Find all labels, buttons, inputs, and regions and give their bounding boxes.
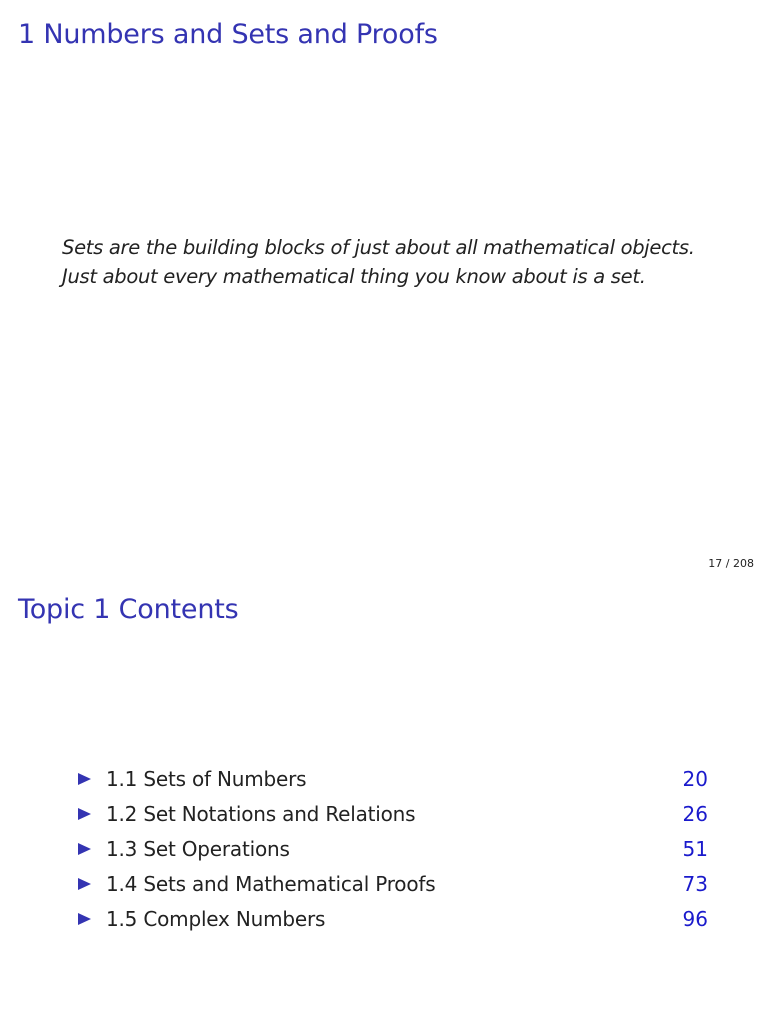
triangle-right-icon <box>78 808 91 820</box>
toc-page-link[interactable]: 73 <box>682 871 708 896</box>
triangle-right-icon <box>78 878 91 890</box>
page-number: 17 / 208 <box>708 557 754 570</box>
toc-item-label[interactable]: 1.3 Set Operations <box>106 836 290 861</box>
quote-text <box>62 233 695 291</box>
triangle-right-icon <box>78 773 91 785</box>
toc-item[interactable] <box>78 866 708 901</box>
quote-line: Just about every mathematical thing you know about is a set. <box>62 265 646 288</box>
quote-line: Sets are the building blocks of just about all mathematical objects. <box>62 236 695 259</box>
toc-item[interactable] <box>78 901 708 936</box>
toc-item-label[interactable]: 1.1 Sets of Numbers <box>106 766 307 791</box>
toc-item-label[interactable]: 1.4 Sets and Mathematical Proofs <box>106 871 436 896</box>
toc-item-label[interactable]: 1.5 Complex Numbers <box>106 906 326 931</box>
slide-2 <box>0 576 768 1024</box>
toc-page-link[interactable]: 51 <box>682 836 708 861</box>
toc-page-link[interactable]: 26 <box>682 801 708 826</box>
toc-page-link[interactable]: 20 <box>682 766 708 791</box>
toc-item-label[interactable]: 1.2 Set Notations and Relations <box>106 801 416 826</box>
triangle-right-icon <box>78 913 91 925</box>
table-of-contents <box>78 761 708 936</box>
triangle-right-icon <box>78 843 91 855</box>
toc-item[interactable] <box>78 761 708 796</box>
slide-title: Topic 1 Contents <box>18 594 239 625</box>
slide-title: 1 Numbers and Sets and Proofs <box>18 19 438 50</box>
toc-page-link[interactable]: 96 <box>682 906 708 931</box>
toc-item[interactable] <box>78 831 708 866</box>
toc-item[interactable] <box>78 796 708 831</box>
